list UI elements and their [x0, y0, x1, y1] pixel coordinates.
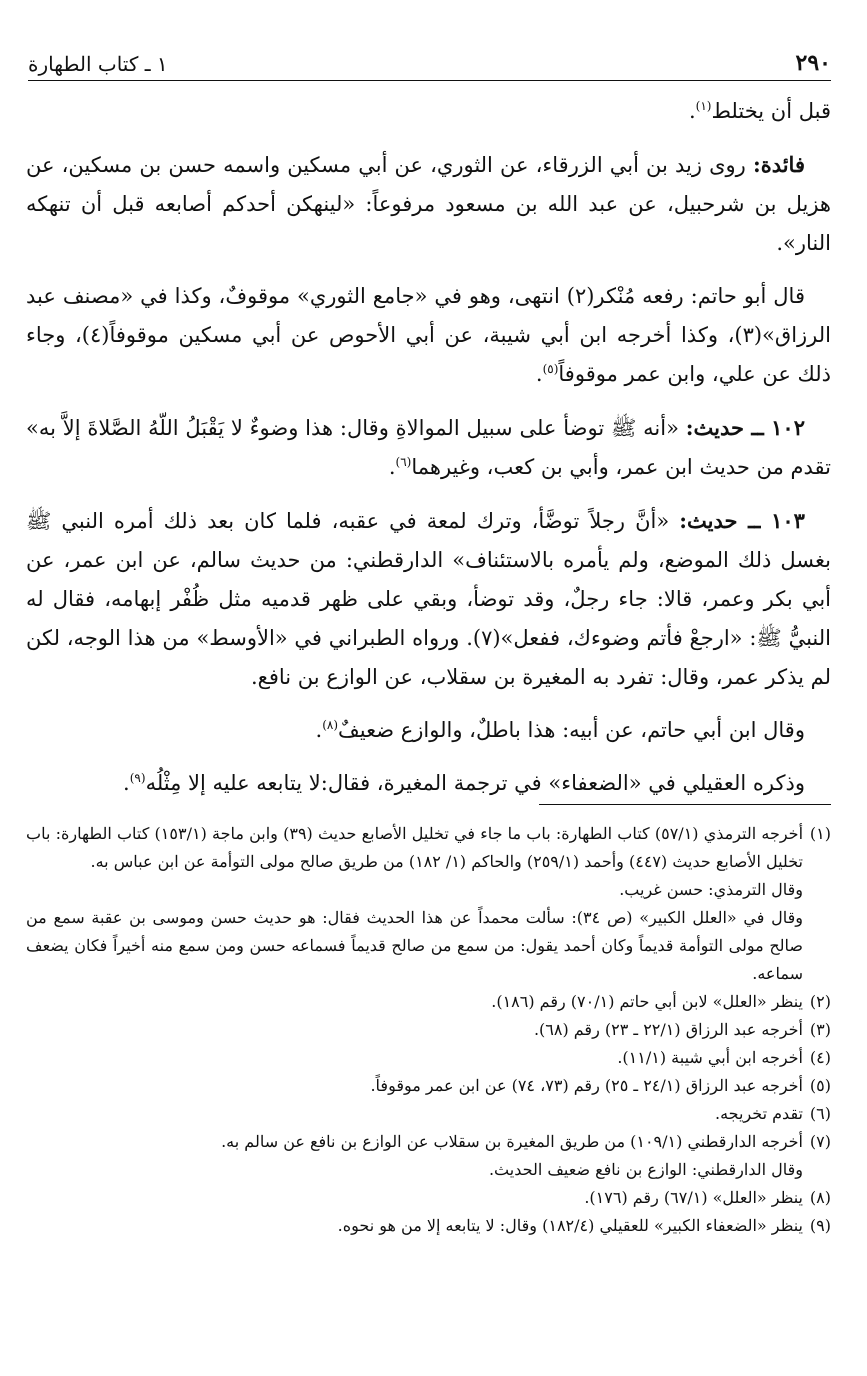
footnote-text: أخرجه الدارقطني (١٠٩/١) من طريق المغيرة بن سقلاب عن الوازع بن نافع عن سالم به.	[221, 1132, 803, 1151]
footnote	[26, 1184, 831, 1212]
footnote-text: أخرجه الترمذي (٥٧/١) كتاب الطهارة: باب ما جاء في تخليل الأصابع حديث (٣٩) وابن ماجة (١٥٣/١) كتاب الطهارة: باب تخليل الأصابع حديث (٤٤٧) وأحمد (٢٥٩/١) والحاكم (١/ ١٨٢) من طريق صالح مولى التوأمة عن ابن عباس به.	[26, 824, 804, 871]
footnote-ref: (٥)	[542, 362, 559, 376]
footnote-number: (٧)	[809, 1132, 831, 1151]
footnote	[26, 1016, 831, 1044]
footnote-number: (٩)	[809, 1216, 831, 1235]
footnote-continuation: وقال في «العلل الكبير» (ص ٣٤): سألت محمداً عن هذا الحديث فقال: هو حديث حسن وموسى بن عقبة سمع من صالح مولى التوأمة قديماً وكان أحمد يقول: من سمع من صالح قديماً فسماعه حسن ومن سمع منه أخيراً فكان يضعف سماعه.	[26, 908, 804, 983]
footnote	[26, 1128, 831, 1156]
footnote-continuation: وقال الترمذي: حسن غريب.	[619, 880, 803, 899]
footnote	[26, 1072, 831, 1100]
footnote-number: (٣)	[809, 1020, 831, 1039]
paragraph: قبل أن يختلط$^{(١)}$.	[688, 99, 831, 123]
footnote-text: ينظر «العلل» (٦٧/١) رقم (١٧٦).	[584, 1188, 803, 1207]
running-title: ١ ـ كتاب الطهارة	[28, 52, 168, 76]
footnote	[26, 988, 831, 1016]
paragraph: وقال ابن أبي حاتم، عن أبيه: هذا باطلٌ، والوازع ضعيفٌ$^{(٨)}$.	[315, 718, 805, 742]
footnote-number: (١)	[809, 824, 831, 843]
page-header	[28, 44, 831, 81]
paragraph-lead: ١٠٢ ــ حديث:	[685, 415, 805, 440]
footnote-continuation: وقال الدارقطني: الوازع بن نافع ضعيف الحديث.	[488, 1160, 803, 1179]
main-text	[26, 92, 831, 817]
hadith-102: ١٠٢ ــ حديث: «أنه ﷺ توضأ على سبيل الموالاةِ وقال: هذا وضوءٌ لا يَقْبَلُ اللّهُ الصَّلاةَ إلاَّ به» تقدم من حديث ابن عمر، وأبي بن كعب، وغيرهما$^{(٦)}$.	[26, 415, 831, 479]
page-number: ٢٩٠	[795, 50, 831, 76]
footnote-ref: (٨)	[322, 718, 339, 732]
footnote	[26, 820, 831, 876]
footnote-number: (٤)	[809, 1048, 831, 1067]
footnote-text: تقدم تخريجه.	[715, 1104, 803, 1123]
footnote	[26, 1100, 831, 1128]
hadith-103: ١٠٣ ــ حديث: «أنَّ رجلاً توضَّأ، وترك لمعة في عقبه، فلما كان بعد ذلك أمره النبي ﷺ بغسل ذلك الموضع، ولم يأمره بالاستئناف» الدارقطني: من حديث سالم، عن ابن عمر، عن أبي بكر وعمر، قالا: جاء رجلٌ، وقد توضأ، وبقي على ظهر قدميه مثل ظُفْر إبهامه، فقال له النبيُّ ﷺ: «ارجعْ فأتم وضوءك، ففعل»(٧). ورواه الطبراني في «الأوسط» من هذا الوجه، لكن لم يذكر عمر، وقال: تفرد به المغيرة بن سقلاب، عن الوازع بن نافع.	[26, 508, 831, 689]
footnote-text: أخرجه عبد الرزاق (٢٢/١ ـ ٢٣) رقم (٦٨).	[533, 1020, 803, 1039]
paragraph-lead: ١٠٣ ــ حديث:	[679, 508, 805, 533]
paragraph: فائدة: روى زيد بن أبي الزرقاء، عن الثوري، عن أبي مسكين واسمه حسن بن مسكين، عن هزيل بن شرحبيل، عن عبد الله بن مسعود مرفوعاً: «لينهكن أحدكم أصابعه قبل أن تنهكه النار».	[26, 152, 831, 255]
footnote-text: ينظر «العلل» لابن أبي حاتم (٧٠/١) رقم (١٨٦).	[491, 992, 803, 1011]
footnote-number: (٥)	[809, 1076, 831, 1095]
footnote-ref: (٦)	[395, 455, 412, 469]
footnote	[26, 1044, 831, 1072]
paragraph: وذكره العقيلي في «الضعفاء» في ترجمة المغيرة، فقال:لا يتابعه عليه إلا مِثْلُه$^{(٩)}$.	[123, 771, 805, 795]
footnotes	[26, 820, 831, 1240]
paragraph-lead: فائدة:	[752, 152, 805, 177]
footnote-text: أخرجه عبد الرزاق (٢٤/١ ـ ٢٥) رقم (٧٣، ٧٤) عن ابن عمر موقوفاً.	[370, 1076, 803, 1095]
footnote-number: (٢)	[809, 992, 831, 1011]
footnote-separator	[539, 804, 831, 805]
footnote-number: (٨)	[809, 1188, 831, 1207]
footnote-text: أخرجه ابن أبي شيبة (١١/١).	[617, 1048, 803, 1067]
footnote-ref: (٩)	[129, 771, 146, 785]
footnote-text: ينظر «الضعفاء الكبير» للعقيلي (١٨٢/٤) وقال: لا يتابعه إلا من هو نحوه.	[337, 1216, 803, 1235]
footnote-ref: (١)	[695, 99, 712, 113]
footnote	[26, 1212, 831, 1240]
paragraph: قال أبو حاتم: رفعه مُنْكر(٢) انتهى، وهو في «جامع الثوري» موقوفٌ، وكذا في «مصنف عبد الرزاق»(٣)، وكذا أخرجه ابن أبي شيبة، عن أبي الأحوص عن أبي مسكين موقوفاً(٤)، وجاء ذلك عن علي، وابن عمر موقوفاً$^{(٥)}$.	[26, 284, 831, 386]
footnote-number: (٦)	[809, 1104, 831, 1123]
